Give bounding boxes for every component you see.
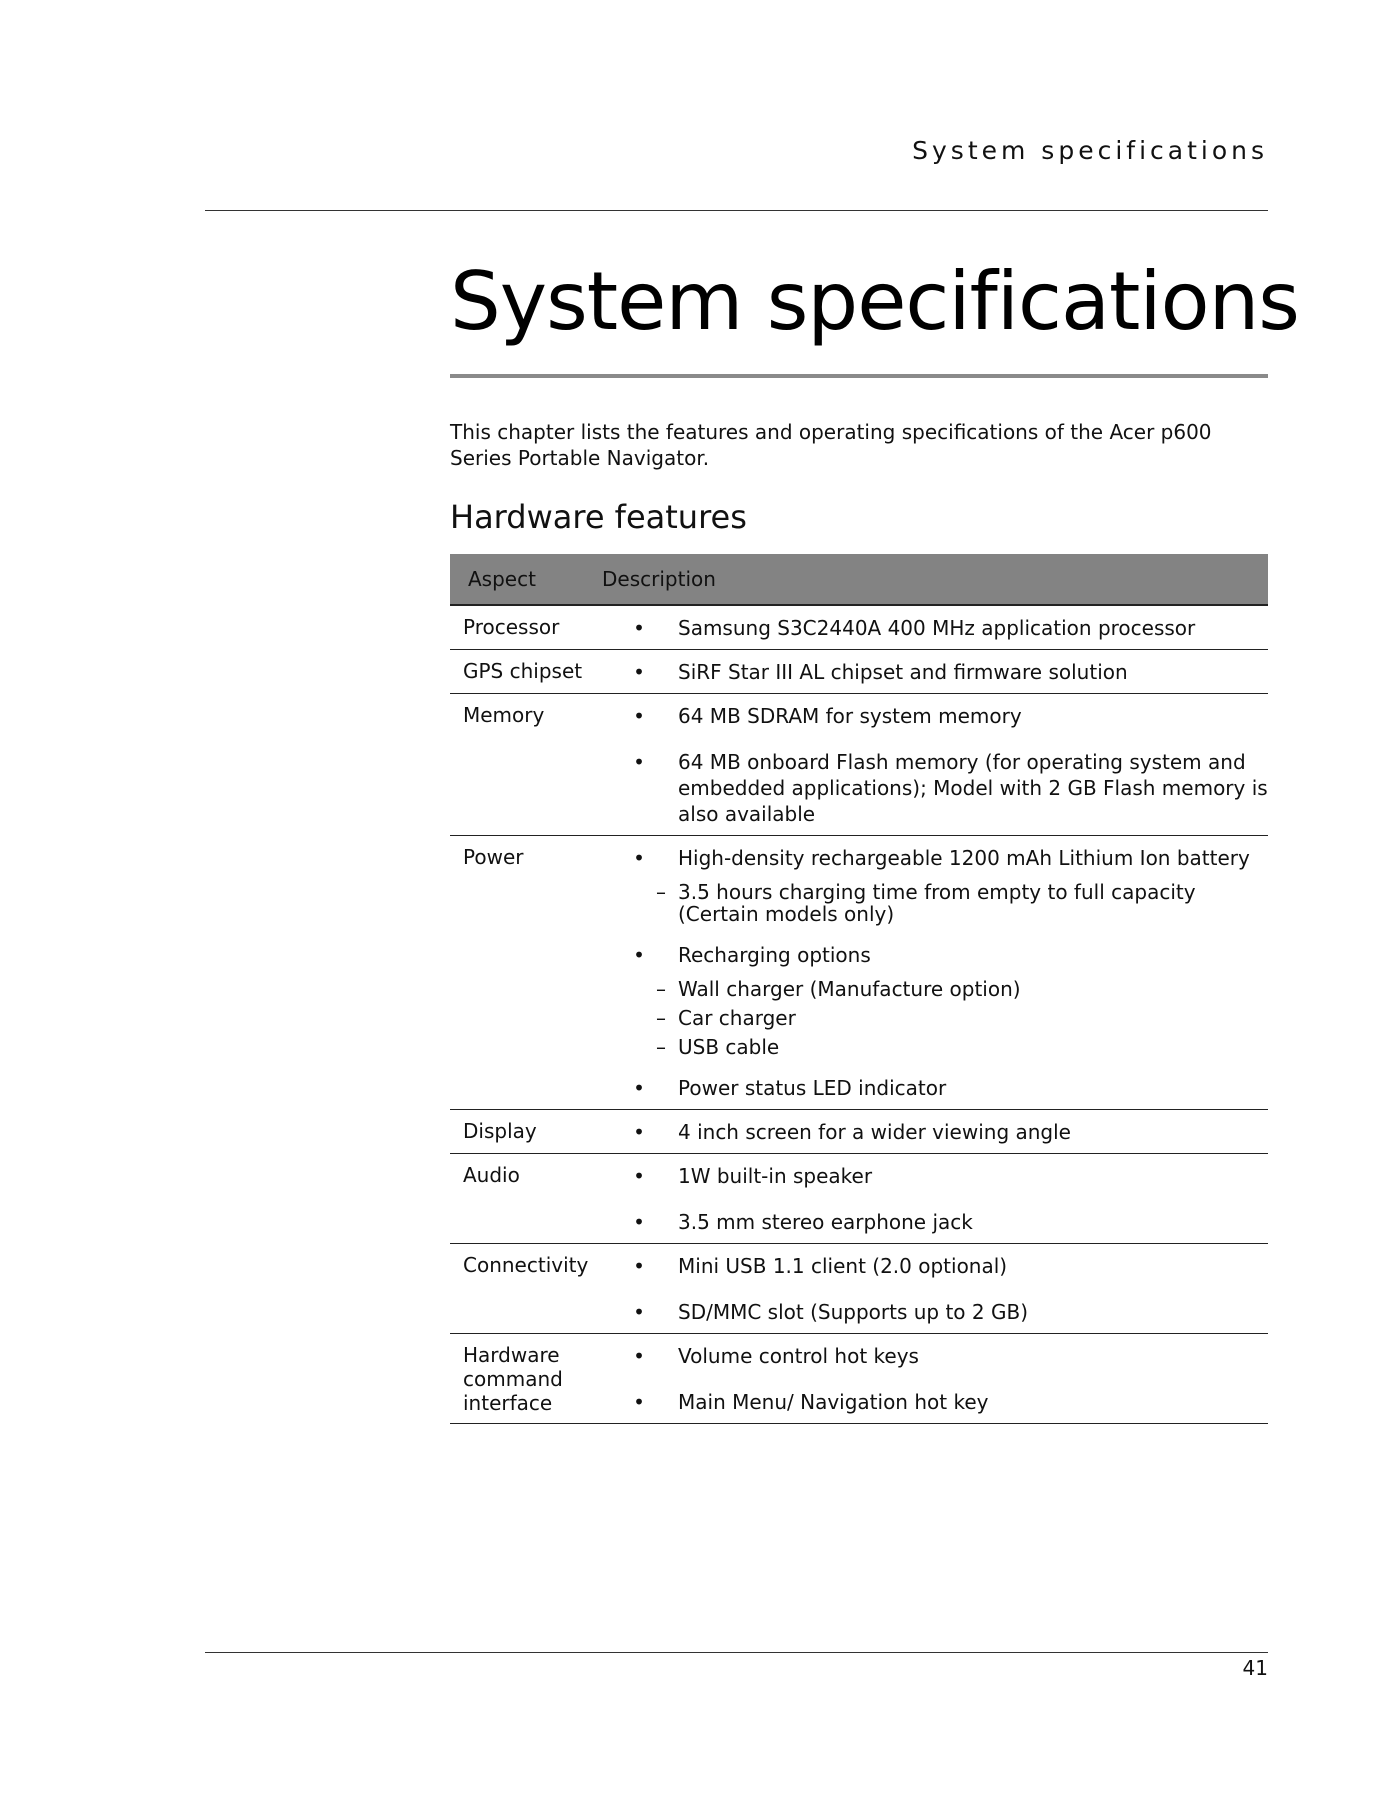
page-number: 41: [1242, 1656, 1268, 1680]
bullet-marker: •: [633, 1120, 645, 1144]
dash-marker: –: [656, 880, 666, 904]
list-item: [600, 1389, 1268, 1415]
table-row: [450, 650, 1268, 694]
list-item: [600, 1119, 1268, 1145]
list-item: [600, 703, 1268, 729]
table-row: [450, 694, 1268, 836]
list-item: [600, 659, 1268, 685]
sub-list-item: [600, 978, 1268, 1000]
item-text: 3.5 hours charging time from empty to full capacity (Certain models only): [678, 880, 1196, 926]
sub-list-item: [600, 881, 1268, 925]
list-item: [600, 1253, 1268, 1279]
table-header: [450, 554, 1268, 606]
item-text: Samsung S3C2440A 400 MHz application processor: [678, 616, 1196, 640]
title-rule: [450, 374, 1268, 378]
table-row: [450, 1110, 1268, 1154]
bullet-marker: •: [633, 1254, 645, 1278]
section-heading: Hardware features: [450, 498, 747, 536]
aspect-cell: [450, 1253, 600, 1325]
aspect-cell: [450, 659, 600, 685]
item-text: Recharging options: [678, 943, 871, 967]
footer-rule: [205, 1652, 1268, 1653]
bullet-marker: •: [633, 846, 645, 870]
bullet-marker: •: [633, 943, 645, 967]
column-header-aspect: Aspect: [468, 567, 536, 591]
item-text: Power status LED indicator: [678, 1076, 947, 1100]
item-text: High-density rechargeable 1200 mAh Lithium Ion battery: [678, 846, 1250, 870]
list-item: [600, 942, 1268, 968]
aspect-cell: [450, 1343, 600, 1415]
aspect-cell: [450, 845, 600, 1101]
bullet-marker: •: [633, 1164, 645, 1188]
item-text: SiRF Star III AL chipset and firmware solution: [678, 660, 1128, 684]
table-row: [450, 606, 1268, 650]
item-text: Main Menu/ Navigation hot key: [678, 1390, 989, 1414]
bullet-marker: •: [633, 1076, 645, 1100]
description-cell: [600, 1343, 1268, 1415]
aspect-label: Audio: [463, 1163, 520, 1187]
bullet-marker: •: [633, 1390, 645, 1414]
table-row: [450, 1334, 1268, 1424]
column-header-description: Description: [602, 567, 716, 591]
item-text: Mini USB 1.1 client (2.0 optional): [678, 1254, 1008, 1278]
item-text: Car charger: [678, 1006, 796, 1030]
list-item: [600, 1343, 1268, 1369]
dash-marker: –: [656, 1035, 666, 1059]
bullet-marker: •: [633, 660, 645, 684]
bullet-marker: •: [633, 750, 645, 774]
bullet-marker: •: [633, 1210, 645, 1234]
list-item: [600, 1299, 1268, 1325]
item-text: 64 MB SDRAM for system memory: [678, 704, 1022, 728]
list-item: [600, 749, 1268, 827]
chapter-title: System specifications: [450, 255, 1299, 348]
aspect-cell: [450, 615, 600, 641]
description-cell: [600, 615, 1268, 641]
description-cell: [600, 1163, 1268, 1235]
aspect-label: Hardware command interface: [463, 1343, 563, 1415]
aspect-label: Memory: [463, 703, 545, 727]
bullet-marker: •: [633, 704, 645, 728]
list-item: [600, 615, 1268, 641]
dash-marker: –: [656, 977, 666, 1001]
table-row: [450, 836, 1268, 1110]
aspect-label: Display: [463, 1119, 537, 1143]
description-cell: [600, 845, 1268, 1101]
item-text: USB cable: [678, 1035, 780, 1059]
item-text: 1W built-in speaker: [678, 1164, 873, 1188]
table-row: [450, 1244, 1268, 1334]
item-text: 64 MB onboard Flash memory (for operating system and embedded applications); Model with 2 GB Flash memory is also available: [678, 750, 1268, 826]
aspect-cell: [450, 1163, 600, 1235]
list-item: [600, 1075, 1268, 1101]
running-header: System specifications: [912, 136, 1268, 165]
description-cell: [600, 1119, 1268, 1145]
list-item: [600, 1209, 1268, 1235]
table-row: [450, 1154, 1268, 1244]
bullet-marker: •: [633, 1300, 645, 1324]
sub-list-item: [600, 1036, 1268, 1058]
item-text: 3.5 mm stereo earphone jack: [678, 1210, 973, 1234]
aspect-label: Processor: [463, 615, 560, 639]
list-item: [600, 845, 1268, 871]
aspect-label: Power: [463, 845, 524, 869]
item-text: Wall charger (Manufacture option): [678, 977, 1021, 1001]
hardware-features-table: [450, 554, 1268, 1424]
list-item: [600, 1163, 1268, 1189]
description-cell: [600, 703, 1268, 827]
intro-paragraph: This chapter lists the features and operating specifications of the Acer p600 Series Portable Navigator.: [450, 420, 1212, 470]
item-text: 4 inch screen for a wider viewing angle: [678, 1120, 1071, 1144]
aspect-label: Connectivity: [463, 1253, 589, 1277]
dash-marker: –: [656, 1006, 666, 1030]
sub-list-item: [600, 1007, 1268, 1029]
aspect-cell: [450, 1119, 600, 1145]
bullet-marker: •: [633, 616, 645, 640]
table-body: [450, 606, 1268, 1424]
aspect-label: GPS chipset: [463, 659, 583, 683]
description-cell: [600, 659, 1268, 685]
bullet-marker: •: [633, 1344, 645, 1368]
aspect-cell: [450, 703, 600, 827]
item-text: SD/MMC slot (Supports up to 2 GB): [678, 1300, 1028, 1324]
header-rule: [205, 210, 1268, 211]
item-text: Volume control hot keys: [678, 1344, 919, 1368]
description-cell: [600, 1253, 1268, 1325]
